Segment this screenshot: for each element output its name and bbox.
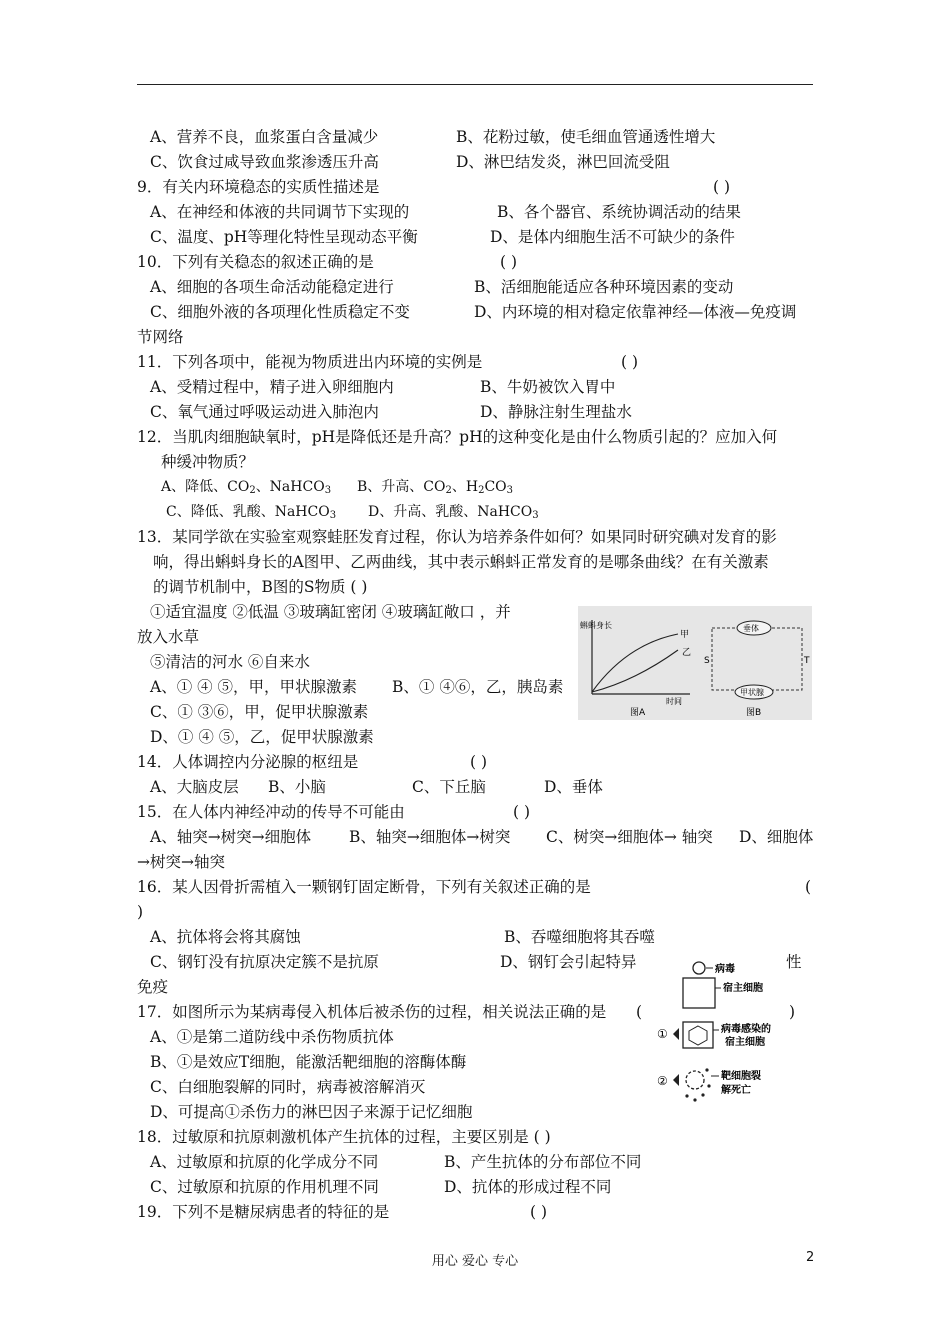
q17-paren-close: )	[789, 1003, 796, 1021]
q9-option-d: D、是体内细胞生活不可缺少的条件	[490, 228, 735, 246]
q16-option-a: A、抗体将会将其腐蚀	[150, 928, 301, 946]
q14-option-a: A、大脑皮层	[150, 778, 239, 796]
q18-stem: 18．过敏原和抗原刺激机体产生抗体的过程，主要区别是 ( )	[137, 1128, 551, 1146]
q11-option-b: B、牛奶被饮入胃中	[480, 378, 616, 396]
q12-stem-continued: 种缓冲物质？	[161, 453, 255, 471]
figure-background	[578, 606, 812, 720]
q15-option-d: D、细胞体	[739, 828, 814, 846]
q9-option-b: B、各个器官、系统协调活动的结果	[497, 203, 741, 221]
q16-option-d-continued: 免疫	[137, 978, 169, 996]
q10-option-c: C、细胞外液的各项理化性质稳定不变	[150, 303, 410, 321]
q18-option-d: D、抗体的形成过程不同	[444, 1178, 612, 1196]
figure-lysed-cell-icon	[686, 1071, 704, 1089]
q13-option-a: A、① ④ ⑤，甲，甲状腺激素	[150, 678, 358, 696]
q10-option-b: B、活细胞能适应各种环境因素的变动	[474, 278, 734, 296]
figure-infected-cell-label-1: 病毒感染的	[721, 1024, 771, 1035]
q16-option-c: C、钢钉没有抗原决定簇不是抗原	[150, 953, 379, 971]
q11-option-d: D、静脉注射生理盐水	[480, 403, 632, 421]
q12-stem: 12．当肌肉细胞缺氧时，pH是降低还是升高？pH的这种变化是由什么物质引起的？应加入何	[137, 428, 778, 446]
figure-a-x-label: 时间	[666, 697, 682, 706]
q16-option-d-tail: 性	[786, 953, 802, 971]
q13-option-c: C、① ③⑥，甲，促甲状腺激素	[150, 703, 369, 721]
figure-a-label-jia: 甲	[680, 630, 690, 640]
q17-option-a: A、①是第二道防线中杀伤物质抗体	[150, 1028, 394, 1046]
q8-option-b: B、花粉过敏，使毛细血管通透性增大	[456, 128, 716, 146]
q10-option-d: D、内环境的相对稳定依靠神经—体液—免疫调	[474, 303, 797, 321]
q18-option-a: A、过敏原和抗原的化学成分不同	[150, 1153, 379, 1171]
figure-debris-dot	[701, 1093, 704, 1096]
q8-option-d: D、淋巴结发炎，淋巴回流受阻	[456, 153, 670, 171]
q17-paren-open: (	[636, 1003, 643, 1021]
q14-stem: 14．人体调控内分泌腺的枢纽是	[137, 753, 359, 771]
figure-host-cell-label: 宿主细胞	[723, 983, 763, 994]
q16-paren-close: )	[137, 903, 144, 921]
q12-option-b: B、升高、$CO_2$、$H_2CO_3$	[357, 479, 514, 496]
q15-option-a: A、轴突→树突→细胞体	[150, 828, 312, 846]
q9-stem: 9．有关内环境稳态的实质性描述是	[137, 178, 380, 196]
figure-debris-dot	[707, 1084, 710, 1087]
q17-stem: 17．如图所示为某病毒侵入机体后被杀伤的过程，相关说法正确的是	[137, 1003, 607, 1021]
q13-option-d: D、① ④ ⑤，乙，促甲状腺激素	[150, 728, 374, 746]
q15-option-c: C、树突→细胞体→ 轴突	[546, 828, 713, 846]
q16-option-b: B、吞噬细胞将其吞噬	[504, 928, 655, 946]
q17-figure	[655, 958, 785, 1110]
q16-stem: 16．某人因骨折需植入一颗钢钉固定断骨，下列有关叙述正确的是	[137, 878, 591, 896]
q9-option-a: A、在神经和体液的共同调节下实现的	[150, 203, 410, 221]
header-rule	[137, 84, 813, 85]
figure-debris-dot	[685, 1094, 688, 1097]
page-footer: 用心 爱心 专心	[431, 1254, 519, 1269]
q14-option-d: D、垂体	[544, 778, 603, 796]
figure-effector-cell-2-icon	[673, 1074, 679, 1086]
q11-option-c: C、氧气通过呼吸运动进入肺泡内	[150, 403, 379, 421]
figure-lysed-cell-label-2: 解死亡	[721, 1085, 751, 1096]
q10-stem: 10．下列有关稳态的叙述正确的是	[137, 253, 374, 271]
q13-conditions-1-continued: 放入水草	[137, 628, 200, 646]
q9-option-c: C、温度、pH等理化特性呈现动态平衡	[150, 228, 418, 246]
q13-option-b: B、① ④⑥，乙，胰岛素	[392, 678, 564, 696]
q15-option-b: B、轴突→细胞体→树突	[349, 828, 511, 846]
q12-option-c: C、降低、乳酸、NaHCO$_3$	[166, 504, 337, 521]
q14-answer-paren: ( )	[470, 753, 488, 771]
figure-b-s-label: S	[704, 656, 710, 666]
q14-option-b: B、小脑	[268, 778, 326, 796]
figure-infected-cell-label-2: 宿主细胞	[725, 1037, 765, 1048]
q16-option-d: D、钢钉会引起特异	[500, 953, 637, 971]
figure-virus-icon	[693, 962, 705, 974]
q13-stem-line3: 的调节机制中，B图的S物质 ( )	[153, 578, 368, 596]
q13-stem-line1: 13．某同学欲在实验室观察蛙胚发育过程，你认为培养条件如何？如果同时研究碘对发育的影	[137, 528, 777, 546]
figure-b-pituitary-label: 垂体	[743, 624, 759, 633]
q15-option-d-continued: →树突→轴突	[137, 853, 225, 871]
q11-option-a: A、受精过程中，精子进入卵细胞内	[150, 378, 394, 396]
figure-a-y-label: 蝌蚪身长	[580, 621, 612, 630]
figure-marker-2: ②	[657, 1074, 668, 1088]
figure-debris-dot	[693, 1098, 696, 1101]
q9-answer-paren: ( )	[713, 178, 731, 196]
figure-effector-cell-1-icon	[673, 1028, 679, 1040]
q12-option-d: D、升高、乳酸、NaHCO$_3$	[368, 504, 539, 521]
figure-infected-cell-nucleus	[689, 1026, 707, 1045]
page-number: 2	[806, 1250, 815, 1265]
q15-stem: 15．在人体内神经冲动的传导不可能由	[137, 803, 405, 821]
q8-option-a: A、营养不良，血浆蛋白含量减少	[150, 128, 379, 146]
q8-option-c: C、饮食过咸导致血浆渗透压升高	[150, 153, 379, 171]
figure-lysed-cell-label-1: 靶细胞裂	[721, 1071, 761, 1082]
q11-stem: 11．下列各项中，能视为物质进出内环境的实例是	[137, 353, 483, 371]
figure-a-caption: 图A	[630, 708, 646, 718]
figure-b-thyroid-label: 甲状腺	[740, 688, 764, 697]
q17-option-b: B、①是效应T细胞，能激活靶细胞的溶酶体酶	[150, 1053, 467, 1071]
q13-figure	[578, 606, 812, 720]
figure-virus-label: 病毒	[715, 964, 735, 975]
figure-b-t-label: T	[804, 656, 810, 666]
q10-option-d-continued: 节网络	[137, 328, 184, 346]
q13-conditions-2: ⑤清洁的河水 ⑥自来水	[150, 653, 310, 671]
figure-host-cell-icon	[683, 978, 715, 1008]
q14-option-c: C、下丘脑	[412, 778, 486, 796]
q15-answer-paren: ( )	[513, 803, 531, 821]
q19-stem: 19．下列不是糖尿病患者的特征的是	[137, 1203, 390, 1221]
figure-b-caption: 图B	[746, 708, 762, 718]
q11-answer-paren: ( )	[621, 353, 639, 371]
q17-option-c: C、白细胞裂解的同时，病毒被溶解消灭	[150, 1078, 426, 1096]
figure-marker-1: ①	[657, 1027, 668, 1041]
q12-option-a: A、降低、$CO_2$、NaHCO$_3$	[161, 479, 332, 496]
q13-conditions-1: ①适宜温度 ②低温 ③玻璃缸密闭 ④玻璃缸敞口 ，并	[150, 603, 511, 621]
figure-a-label-yi: 乙	[682, 648, 692, 658]
q18-option-c: C、过敏原和抗原的作用机理不同	[150, 1178, 379, 1196]
q16-paren-open: (	[805, 878, 812, 896]
q17-option-d: D、可提高①杀伤力的淋巴因子来源于记忆细胞	[150, 1103, 473, 1121]
q19-answer-paren: ( )	[530, 1203, 548, 1221]
q10-option-a: A、细胞的各项生命活动能稳定进行	[150, 278, 394, 296]
figure-debris-dot	[705, 1068, 708, 1071]
q13-stem-line2: 响，得出蝌蚪身长的A图甲、乙两曲线，其中表示蝌蚪正常发育的是哪条曲线？在有关激素	[153, 553, 769, 571]
q18-option-b: B、产生抗体的分布部位不同	[444, 1153, 642, 1171]
q10-answer-paren: ( )	[500, 253, 518, 271]
